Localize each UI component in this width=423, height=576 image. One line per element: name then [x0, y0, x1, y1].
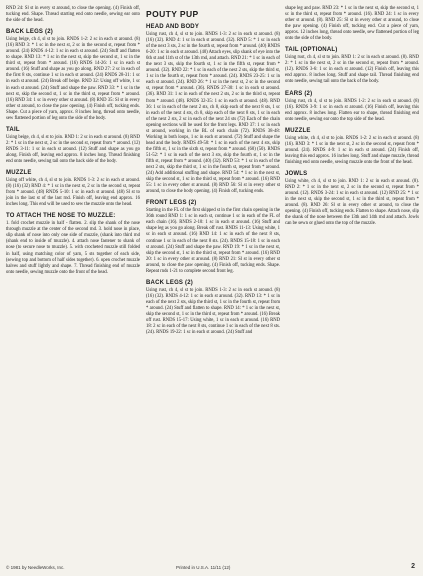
ear-finish-text: RND 24: Sl st in every st around, to close the opening. (4) Finish off, tucking end. Shape. Thread starting end onto needle, sewing ear onto the side of the head. — [6, 6, 140, 24]
pattern-title: POUTY PUP — [146, 9, 199, 19]
head-body-instructions: Using rust, ch 4, sl st to join. RNDS 1-3: 2 sc in each st around. (8) (16) (32). RND 4: 1 sc in each st around. (32). RND 5: * 1 sc in each of the next 3 sts, 2 sc in the fourth st, repeat from * around. (40) RNDS 6-20: 1 sc in each st around. (40) Attach eyes, slip shank of eye into the 6th st and 11th st of the 13th rnd, and attach. RND 21: * 1 sc in each of the next 3 sts, skip the fourth st, 1 sc in the fifth st, repeat from * around. (32). RND 22: * 1 sc in each of the next 2 sts, skip the third st, 1 sc in the fourth st, repeat from * around. (24). RNDS 23-25: 1 sc in each st around. (24). RND 26: * 1 sc in the next st, 2 sc in the second st, repeat from * around. (36). RNDS 27-30: 1 sc in each st around. (36). RND 31: 1 sc in each of the next 2 sts, 2 sc in the third st, repeat from * around. (48). RNDS 32-35: 1 sc in each st around. (48). RND 36: 1 sc in each of the next 2 sts, ch 8, skip each of the next 8 sts, 1 sc in each of the next 4 sts, ch 8, skip each of the next 8 sts, 1 sc in each of the next 2 sts, 2 sc in each of the next 24 sts (72) Each of the chain opening sections will be used for the front legs. RND 37: 1 sc in each st around, working in the BL of each chain (72). RNDS 38-48: Working in both loops, 1 sc in each st around. (72) Stuff and shape the head and the body. RNDS 49-50: * 1 sc in each of the next 4 sts, skip the fifth st, 1 sc in the sixth st, repeat from * around. (60) (50). RNDS 51-52: * 1 sc in each of the next 3 sts, skip the fourth st, 1 sc in the fifth st, repeat from * around. (40) (32). RND 53: * 1 sc in each of the next 2 sts, skip the third st, 1 sc in the fourth st, repeat from * around. (24) Add additional stuffing and shape. RND 54: * 1 sc in the next st, skip the second st, 1 sc in the third st, repeat from * around. (16) RND 55: 1 sc in every other st around. (8) RND 56: Sl st in every other st around, to close the body opening. (4) Finish off, tucking ends. — [146, 32, 280, 195]
section-heading-attach-nose: TO ATTACH THE NOSE TO MUZZLE: — [6, 213, 116, 220]
section-heading-muzzle-2: MUZZLE — [285, 127, 311, 134]
column-right — [285, 6, 419, 227]
page-footer — [6, 564, 417, 572]
tail-instructions: Using beige, ch 4, sl st to join. RND 1: 2 sc in each st around. (8) RND 2: * 1 sc in the next st, 2 sc in the second st, repeat from * around. (12) RNDS 3-11: 1 sc in each st around. (12) Stuff and shape as you go along. Finish off, leaving end approx. 8 inches long. Thread finishing end onto needle, sewing tail onto the back side of the body. — [6, 134, 140, 164]
pattern-page — [6, 6, 420, 566]
section-heading-muzzle: MUZZLE — [6, 170, 32, 177]
section-heading-back-legs-2: BACK LEGS (2) — [146, 279, 193, 286]
tail-optional-instructions: Using rust, ch 4, sl st to join. RND 1: 2 sc in each st around. (8). RND 2: * 1 sc in the next st, 2 sc in the second st, repeat from * around. (12). RNDS 3-6: 1 sc in each st around. (12) Finish off, leaving this end approx. 8 inches long. Stuff and shape tail. Thread finishing end onto needle, sewing tail onto the back of the body. — [285, 55, 419, 85]
section-heading-tail-optional: TAIL (OPTIONAL) — [285, 47, 338, 54]
section-heading-front-legs: FRONT LEGS (2) — [146, 200, 197, 207]
section-heading-tail: TAIL — [6, 126, 20, 133]
back-legs-continued: shape leg and paw. RND 23: * 1 sc in the next st, skip the second st, 1 sc in the third st, repeat from * around. (16). RND 24: 1 sc in every other st around. (8). RND 25: Sl st in every other st around, to close the paw opening. (4) Finish off, tucking end. Cut a piece of yarn, approx. 12 inches long, thread onto needle, sew flattened portion of leg onto the side of the body. — [285, 6, 419, 42]
front-legs-instructions: Starting in the FL of the first skipped st in the first chain opening in the 36th round RND 1: 1 sc in each st, continue 1 sc in each of the FL of each chain (16). RNDS 2-10: 1 sc in each st around. (16) Stuff and shape leg as you go along. Break off rust. RNDS 11-13: Using white, 1 sc in each st around. (16) RND 14: 1 sc in each of the next 8 sts, continue 1 sc in each of the next 8 sts. (24). RNDS 15-18: 1 sc in each st around. (24) Stuff and shape the paw. RND 19: * 1 sc in the next st, skip the second st, 1 sc in the third st, repeat from * around. (16) RND 20: 1 sc in every other st around. (8) RND 21: Sl st in every other st around, to close the paw opening. (4) Finish off, tucking ends. Shape. Repeat rnds 1-21 to complete second front leg. — [146, 208, 280, 274]
back-legs-instructions: Using beige, ch 4, sl st to join. RNDS 1-2: 2 sc in each st around. (8) (16) RND 3: * 1 sc in the next st, 2 sc in the second st, repeat from * around. (24) RNDS 4-12: 1 sc in each st around. (24) Stuff and flatten to shape. RND 13: * 1 sc in the next st, skip the second st, 1 sc in the third st, repeat from * around. (16) RNDS 14-26: 1 sc in each st around. (16) Stuff and shape as you go along. RND 27: 2 sc in each of the first 8 sts, continue 1 sc in each st around. (24) RNDS 28-31: 1 sc in each st around. (24) Break off beige. RND 32: Using off white, 1 sc in each st around. (24) Stuff and shape the paw. RND 33: * 1 sc in the next st, skip the second st, 1 sc in the third st, repeat from * around. (16) RND 34: 1 sc in every other st around. (8) RND 35: Sl st in every other st around, to close the paw opening. (4) Finish off, tucking ends. Shape. Cut a piece of yarn, approx. 8 inches long, thread onto needle, sew flattened portion of leg onto the side of the body. — [6, 37, 140, 121]
muzzle-instructions: Using off white, ch 4, sl st to join. RNDS 1-3: 2 sc in each st around. (8) (16) (32) RND 4: * 1 sc in the next st, 2 sc in the second st, repeat from * around. (48) RNDS 5-10: 1 sc in each st around. (48) Sl st to join in the last st of the last rnd. Finish off, leaving end approx. 16 inches long. This end will be used to sew the muzzle onto the head. — [6, 178, 140, 208]
column-middle — [146, 6, 280, 336]
section-heading-ears: EARS (2) — [285, 90, 313, 97]
section-heading-jowls: JOWLS — [285, 170, 308, 177]
section-heading-back-legs: BACK LEGS (2) — [6, 29, 53, 36]
ears-instructions: Using rust, ch 4, sl st to join. RNDS 1-2: 2 sc in each st around. (8) (16). RNDS 3-9: 1 sc in each st around. (16) Finish off, leaving this end approx. 8 inches long. Flatten ear to shape, thread finishing end onto needle, sewing ear onto the top side of the head. — [285, 98, 419, 122]
jowls-instructions: Using white, ch 4, sl st to join. RND 1: 2 sc in each st around. (8). RND 2: * 1 sc in the next st, 2 sc in the second st, repeat from * around. (12). RNDS 3-24: 1 sc in each st around. (12) RND 25: * 1 sc in the next st, skip the second st, 1 sc in the third st, repeat from * around. (8). RND 26: Sl st in every other st around, to close the opening. (4) Finish off, tucking ends. Flatten to shape. Attach nose, slip the shank of the nose between the 13th and 14th rnd and attach. Jowls can be sewn or glued onto the top of the muzzle. — [285, 178, 420, 227]
column-left — [6, 6, 140, 276]
attach-nose-instructions: 1. fold crochet muzzle in half - flatten. 2. slip the shank of the nose through muzzle at the center of the second rnd. 3. hold nose in place, slip shank of nose into only one side of muzzle, (shank into third rnd (shank end to inside of muzzle). 4. attach nose fastener to shank of nose (to secure nose to muzzle). 5. with crocheted muzzle still folded in half, using matching color of yarn, 5 sts together of each side, (sewing top and bottom of half sides together). 6. open crochet muzzle halves and stuff lightly and shape. 7. Thread finishing end of muzzle onto needle, sewing muzzle onto the front of the head. — [6, 221, 140, 275]
section-heading-head-body: HEAD AND BODY — [146, 24, 200, 30]
page-number: 2 — [411, 563, 415, 570]
back-legs-instructions-2: Using rust, ch 4, sl st to join. RNDS 1-3: 2 sc in each st around. (8) (16) (32). RNDS 4-12: 1 sc in each st around. (32). RND 13: * 1 sc in each of the next 2 sts, skip the third st, 1 sc in the fourth st, repeat from * around. (24) Stuff and flatten to shape. RND 14: * 1 sc in the next st, skip the second st, 1 sc in the third st, repeat from * around. (16) Break off rust. RNDS 15-17: Using white, 1 sc in each st around. (16) RND 18: 2 sc in each of the next 8 sts, continue 1 sc in each of the next 8 sts. (24). RNDS 19-22: 1 sc in each st around. (24) Stuff and — [146, 287, 280, 336]
copyright-notice: © 1981 by NeedleWorks, Inc. — [6, 565, 65, 570]
muzzle-instructions-2: Using white, ch 4, sl st to join. RNDS 1-2: 2 sc in each st around. (8) (16). RND 3: * 1 sc in the next st, 2 sc in the second st, repeat from * around. (24). RNDS 4-9: 1 sc in each st around. (24) Finish off, leaving this end approx. 16 inches long. Stuff and shape muzzle, thread finishing end onto needle, sewing muzzle onto the front of the head. — [285, 135, 419, 165]
print-info: Printed in U.S.A. 11/11 (12) — [176, 565, 231, 570]
